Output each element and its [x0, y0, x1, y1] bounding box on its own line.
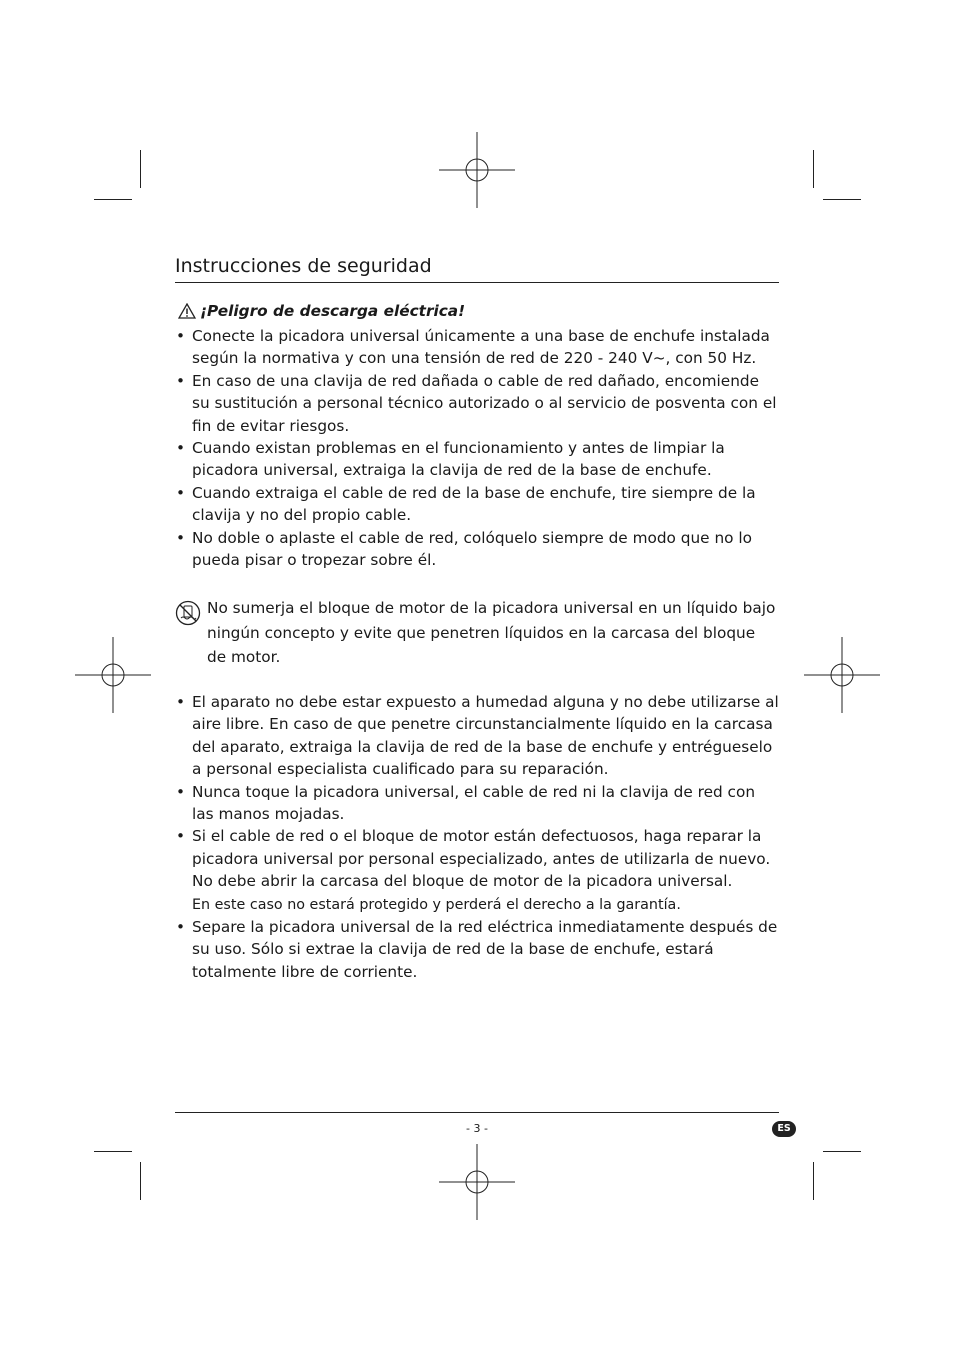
footer-rule [175, 1112, 779, 1113]
registration-mark-icon [804, 637, 880, 713]
title-rule [175, 282, 779, 283]
crop-mark [94, 1151, 132, 1152]
crop-mark [823, 1151, 861, 1152]
language-badge: ES [772, 1121, 796, 1137]
crop-mark [140, 1162, 141, 1200]
page-title: Instrucciones de seguridad [175, 255, 432, 277]
registration-mark-icon [439, 132, 515, 208]
list-item: • Cuando extraiga el cable de red de la base de enchufe, tire siempre de la clavija y no del propio cable. [175, 482, 779, 527]
crop-mark [94, 199, 132, 200]
list-item: • Nunca toque la picadora universal, el cable de red ni la clavija de red con las manos mojadas. [175, 781, 779, 826]
list-item: • No doble o aplaste el cable de red, colóquelo siempre de modo que no lo pueda pisar o tropezar sobre él. [175, 527, 779, 572]
registration-mark-icon [439, 1144, 515, 1220]
bullet-list-top [175, 325, 779, 571]
warning-heading [178, 302, 465, 320]
crop-mark [823, 199, 861, 200]
notice-text: No sumerja el bloque de motor de la picadora universal en un líquido bajo ningún concepto y evite que penetren líquidos en la carcasa del bloque de motor. [207, 599, 776, 666]
warning-triangle-icon [178, 303, 196, 319]
list-item: • Conecte la picadora universal únicamente a una base de enchufe instalada según la normativa y con una tensión de red de 220 - 240 V~, con 50 Hz. [175, 325, 779, 370]
list-item: • Separe la picadora universal de la red eléctrica inmediatamente después de su uso. Sólo si extrae la clavija de red de la base de enchufe, estará totalmente libre de corriente. [175, 916, 779, 983]
list-item [175, 825, 779, 916]
crop-mark [140, 150, 141, 188]
list-item: • Cuando existan problemas en el funcionamiento y antes de limpiar la picadora universal, extraiga la clavija de red de la base de enchufe. [175, 437, 779, 482]
page-number: - 3 - [466, 1122, 488, 1135]
bullet-list-bottom [175, 691, 779, 983]
warning-heading-text: ¡Peligro de descarga eléctrica! [200, 302, 466, 320]
list-item-text: Si el cable de red o el bloque de motor están defectuosos, haga reparar la picadora universal por personal especializado, antes de utilizarla de nuevo. No debe abrir la carcasa del bloque de motor de la picadora universal. [192, 827, 771, 891]
crop-mark [813, 1162, 814, 1200]
warranty-note: En este caso no estará protegido y perderá el derecho a la garantía. [192, 896, 681, 913]
immersion-notice [175, 596, 779, 670]
no-immersion-icon [175, 600, 201, 626]
list-item: • En caso de una clavija de red dañada o cable de red dañado, encomiende su sustitución a personal técnico autorizado o al servicio de posventa con el fin de evitar riesgos. [175, 370, 779, 437]
registration-mark-icon [75, 637, 151, 713]
crop-mark [813, 150, 814, 188]
list-item: • El aparato no debe estar expuesto a humedad alguna y no debe utilizarse al aire libre. En caso de que penetre circunstancialmente líquido en la carcasa del aparato, extraiga la clavija de red de la base de enchufe y entrégueselo a personal especialista cualificado para su reparación. [175, 691, 779, 781]
